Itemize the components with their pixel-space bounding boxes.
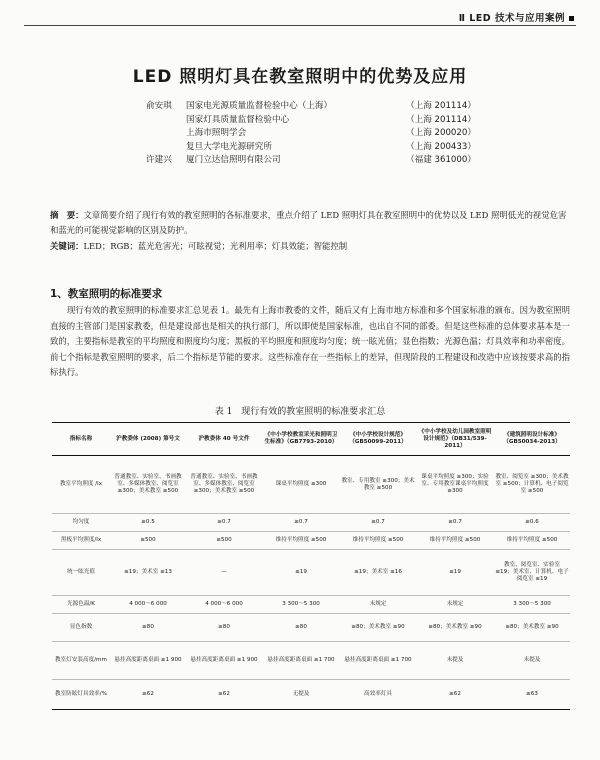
table-cell: ≥63 (526, 691, 538, 697)
table-row-label: 统一眩光值 (67, 569, 95, 575)
table-body (52, 456, 570, 710)
author-affiliation: 厦门立达信照明有限公司 (186, 155, 281, 165)
table-cell: — (221, 569, 227, 575)
abstract-label: 摘 要： (50, 210, 84, 220)
table-cell: ≥0.5 (141, 519, 155, 525)
author-name: 俞安琪 (146, 101, 172, 111)
author-name (146, 141, 186, 155)
table-caption: 表 1 现行有效的教室照明的标准要求汇总 (214, 407, 386, 417)
author-row (146, 100, 476, 114)
table-cell: ≥0.7 (294, 519, 308, 525)
table-cell: ≥80 (295, 624, 307, 630)
table-cell: ≥80 (218, 624, 230, 630)
table-cell: ≤19 (295, 569, 307, 575)
table-cell: ≥0.7 (448, 519, 462, 525)
author-row (146, 154, 476, 168)
table-cell: 课桌平均照度 ≥300 (275, 481, 327, 487)
table-header-cell: 《中小学校设计规范》（GB50099-2011） (349, 432, 407, 445)
table-cell: 教室、专用教室 ≥300；美术教室 ≥500 (341, 477, 415, 491)
table-row (52, 680, 570, 710)
author-affiliation: 复旦大学电光源研究所 (186, 141, 272, 152)
table-cell: 未提及 (446, 657, 464, 663)
table-cell: ≥80；美术教室 ≥90 (428, 624, 482, 630)
author-row (146, 127, 476, 141)
table-cell: 4 000～6 000 (205, 601, 243, 607)
author-row (146, 114, 476, 128)
table-row (52, 550, 570, 596)
table-header-cell: 《中小学校教室采光和照明卫生标准》（GB7793-2010） (264, 432, 338, 445)
author-row (146, 141, 476, 155)
table-cell: ≥0.6 (525, 519, 539, 525)
keywords-text: LED；RGB；蓝光危害光；可眩视觉；光利用率；灯具效能；智能控制 (83, 241, 348, 251)
table-cell: ≥62 (218, 691, 230, 697)
table-cell: ≥0.7 (371, 519, 385, 525)
table-cell: ≤19；美术室 ≤16 (354, 569, 402, 575)
table-row (52, 614, 570, 642)
table-row-label: 黑板平均照度/lx (60, 537, 102, 543)
running-head-text: Ⅱ LED 技术与应用案例 (458, 13, 565, 24)
table-cell: 维持平均照度 ≥500 (506, 537, 558, 543)
section-paragraph: 现行有效的教室照明的标准要求汇总见表 1。最先有上海市教委的文件，随后又有上海市地方标准和多个国家标准的颁布。因为教室照明直接的主管部门是国家教委，但是建设部也是相关的执行部门，所以即使是国家标准，也出自不同的部委。但是这些标准的总体要求基本是一致的，主要指标是教室的平均照度和照度均匀度；黑板的平均照度和照度均匀度；统一眩光值；显色指数；光源色温；灯具效率和功率密度。前七个指标是教室照明的要求，后二个指标是节能的要求。这些标准存在一些指标上的差异，但现阶段的工程建设和改造中应该按要求高的指标执行。 (50, 305, 570, 378)
author-postcode: （上海 201114） (406, 114, 476, 125)
table-cell: 维持平均照度 ≥500 (429, 537, 481, 543)
keywords (50, 240, 570, 252)
table-cell: 维持平均照度 ≥500 (275, 537, 327, 543)
table-row (52, 514, 570, 532)
abstract (50, 208, 570, 238)
table-cell: ≤19 (449, 569, 461, 575)
author-affiliation: 上海市照明学会 (186, 128, 247, 138)
table-cell: 未规定 (446, 601, 464, 607)
table-row-label: 教室灯安装高度/mm (55, 657, 107, 663)
table-cell: 普通教室、实验室、书画教室、多媒体教室、阅览室 ≥300；美术教室 ≥500 (114, 474, 182, 494)
table-cell: ≥500 (140, 537, 156, 543)
table-cell: 教室、阅览室、实验室 ≤19；美术室、计算机、电子阅览室 ≤19 (495, 562, 569, 582)
table-cell: 悬挂高度距离桌面 ≥1 700 (267, 657, 335, 663)
table-cell: ≥62 (449, 691, 461, 697)
table-cell: ≥80；美术教室 ≥90 (505, 624, 559, 630)
table-cell: 无提及 (292, 691, 310, 697)
square-bullet-icon (569, 16, 574, 21)
author-postcode: （福建 361000） (406, 155, 476, 165)
author-name (146, 114, 186, 128)
table-row (52, 642, 570, 680)
table-row (52, 532, 570, 550)
table-cell: 普通教室、实验室、书画教室、多媒体教室、阅览室 ≥300；美术教室 ≥500 (190, 474, 258, 494)
table-header-cell: 沪教委体 40 号文件 (198, 435, 250, 442)
table-cell: 维持平均照度 ≥500 (352, 537, 404, 543)
table-cell: 4 000～6 000 (129, 601, 167, 607)
table-row-label: 教室防眩灯具效率/% (55, 691, 107, 697)
table-row-label: 显色指数 (69, 624, 93, 630)
header-rule (24, 25, 576, 26)
running-head (459, 10, 574, 24)
table-cell: 悬挂高度距离桌面 ≥1 900 (114, 657, 182, 663)
table-header-row (52, 423, 570, 456)
table-cell: ≥62 (142, 691, 154, 697)
table-row-label: 均匀度 (72, 519, 90, 525)
table-cell: 3 300～5 300 (282, 601, 320, 607)
keywords-label: 关键词： (50, 241, 84, 251)
table-row (52, 456, 570, 514)
section-heading: 1、教室照明的标准要求 (50, 288, 163, 300)
table-cell: 教室、阅览室 ≥300；美术教室 ≥500；计算机、电子阅览室 ≥500 (495, 474, 569, 494)
table-cell: 未提及 (523, 657, 541, 663)
table-cell: 高效率灯具 (364, 691, 392, 697)
table-row-label: 光源色温/K (67, 601, 95, 607)
table-row-label: 教室平均照度 /lx (59, 481, 103, 487)
table-cell: 悬挂高度距离桌面 ≥1 900 (190, 657, 258, 663)
author-name (146, 127, 186, 141)
table-cell: 未规定 (369, 601, 387, 607)
table-cell: ≥80 (142, 624, 154, 630)
author-name: 许建兴 (146, 155, 172, 165)
page-title: LED 照明灯具在教室照明中的优势及应用 (132, 67, 468, 87)
standards-table (52, 422, 570, 710)
author-postcode: （上海 200433） (406, 141, 476, 152)
author-postcode: （上海 200020） (406, 128, 476, 138)
table-cell: ≤19；美术室 ≤13 (124, 569, 172, 575)
table-cell: 悬挂高度距离桌面 ≥1 700 (344, 657, 412, 663)
table-header-cell: 指标名称 (69, 435, 93, 442)
table-cell: ≥500 (216, 537, 232, 543)
table-cell: 课桌平均照度 ≥300；实验室、专用教室课桌平均照度 ≥300 (421, 474, 489, 494)
author-affiliation: 国家灯具质量监督检验中心 (186, 114, 290, 125)
table-header-cell: 《建筑照明设计标准》（GB50034-2013） (503, 432, 561, 445)
table-header-cell: 沪教委体 (2008) 第号文 (116, 435, 180, 442)
author-affiliation: 国家电光源质量监督检验中心（上海） (186, 101, 333, 111)
table-header-cell: 《中小学校及幼儿园教室照明设计规范》（DB31/539-2011） (418, 428, 492, 449)
table-cell: 3 300～5 300 (513, 601, 551, 607)
table-cell: ≥0.7 (217, 519, 231, 525)
table-row (52, 596, 570, 614)
abstract-text: 文章简要介绍了现行有效的教室照明的各标准要求，重点介绍了 LED 照明灯具在教室照明中的优势以及 LED 照明低光的视觉危害和蓝光的可能视觉影响的区别及防护。 (50, 210, 567, 235)
table-cell: ≥80；美术教室 ≥90 (351, 624, 405, 630)
author-block (146, 100, 476, 168)
author-postcode: （上海 201114） (406, 101, 476, 111)
